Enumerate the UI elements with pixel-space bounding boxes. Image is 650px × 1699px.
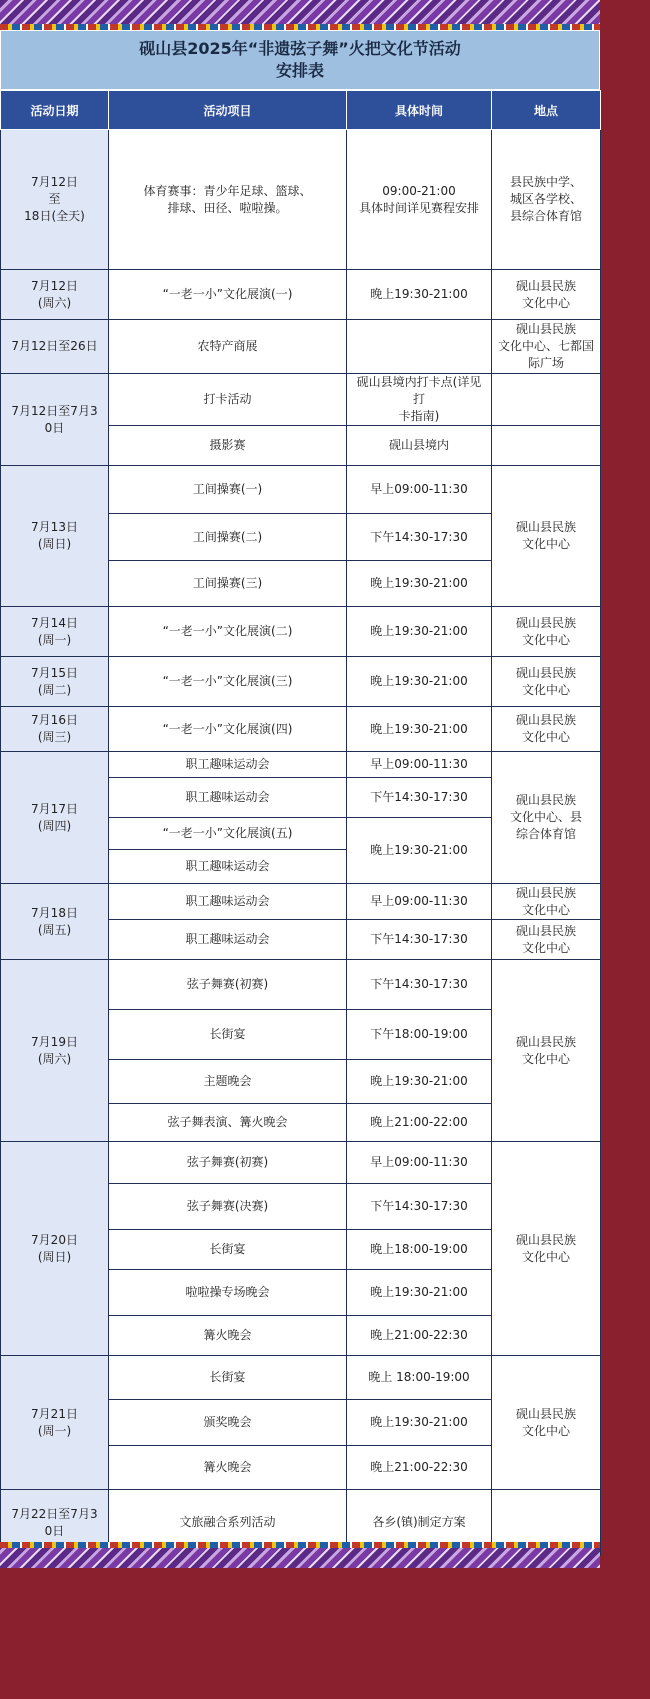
item-cell: 弦子舞赛(初赛) [109,1142,347,1184]
date-cell [1,657,109,707]
date-text: 7月22日至7月3 [11,1506,98,1521]
date-text: 7月12日 [31,278,78,293]
place-text: 文化中心 [521,682,570,697]
place-text: 砚山县民族 [515,615,576,630]
table-row [1,752,601,778]
time-cell: 晚上21:00-22:30 [347,1446,492,1490]
date-text: (周一) [37,632,72,647]
place-text: 砚山县民族 [515,520,576,534]
item-text: 排球、田径、啦啦操。 [167,200,288,215]
date-text: 7月14日 [31,615,78,630]
place-text: 砚山县民族 [515,1034,576,1049]
table-row [1,320,601,374]
date-text: (周六) [37,1051,72,1066]
date-text: 7月18日 [31,905,78,920]
place-cell [492,707,601,752]
table-row [1,607,601,657]
place-text: 砚山县民族 [515,322,576,336]
date-text: (周一) [37,1423,72,1438]
date-text: (周二) [37,682,72,697]
item-cell: 职工趣味运动会 [109,884,347,920]
item-cell: 职工趣味运动会 [109,752,347,778]
time-cell: 下午14:30-17:30 [347,1184,492,1230]
time-cell: 早上09:00-11:30 [347,1142,492,1184]
item-cell: 工间操赛(三) [109,561,347,607]
time-cell: 晚上19:30-21:00 [347,1060,492,1104]
date-text: (周六) [37,295,72,310]
place-cell [492,960,601,1142]
item-cell: 职工趣味运动会 [109,850,347,884]
place-text: 文化中心 [521,632,570,647]
place-text: 砚山县民族 [515,278,576,293]
time-cell: 下午14:30-17:30 [347,514,492,561]
title-line-1: 砚山县2025年“非遗弦子舞”火把文化节活动 [139,39,461,58]
time-cell: 晚上19:30-21:00 [347,270,492,320]
place-text: 文化中心 [521,537,570,551]
time-cell: 下午14:30-17:30 [347,778,492,818]
table-header-row [1,91,601,130]
time-cell: 晚上19:30-21:00 [347,561,492,607]
date-text: 18日(全天) [24,209,85,223]
table-row [1,130,601,270]
place-text: 综合体育馆 [515,827,576,841]
item-cell: “一老一小”文化展演(二) [109,607,347,657]
date-text: (周五) [37,922,72,937]
place-cell [492,1356,601,1490]
time-cell: 晚上19:30-21:00 [347,707,492,752]
place-cell [492,1142,601,1356]
date-cell [1,707,109,752]
place-cell [492,920,601,960]
date-text: (周三) [37,730,72,744]
place-text: 际广场 [527,356,564,370]
time-text: 09:00-21:00 [382,183,456,198]
table-row [1,466,601,514]
place-text: 砚山县民族 [515,1406,576,1421]
item-cell: 长街宴 [109,1356,347,1400]
item-cell: 长街宴 [109,1230,347,1270]
time-cell: 晚上19:30-21:00 [347,818,492,884]
time-cell: 晚上19:30-21:00 [347,607,492,657]
time-text: 具体时间详见赛程安排 [358,200,479,215]
item-cell: 长街宴 [109,1010,347,1060]
item-cell: 主题晚会 [109,1060,347,1104]
place-text: 县民族中学、 [509,175,582,189]
item-cell: 弦子舞赛(初赛) [109,960,347,1010]
item-cell: 打卡活动 [109,374,347,426]
time-cell: 砚山县境内 [347,426,492,466]
place-text: 文化中心 [521,1051,570,1066]
place-text: 砚山县民族 [515,1232,576,1247]
time-cell: 晚上19:30-21:00 [347,657,492,707]
place-text: 县综合体育馆 [509,209,582,223]
time-cell: 晚上18:00-19:00 [347,1230,492,1270]
date-text: 0日 [44,1523,65,1538]
time-text: 砚山县境内打卡点(详见打 [356,375,482,406]
time-cell: 下午14:30-17:30 [347,920,492,960]
item-cell: “一老一小”文化展演(一) [109,270,347,320]
header-date: 活动日期 [1,91,109,130]
date-text: (周四) [37,818,72,833]
place-cell [492,607,601,657]
time-cell: 下午18:00-19:00 [347,1010,492,1060]
item-cell: 颁奖晚会 [109,1400,347,1446]
place-text: 文化中心、县 [509,810,582,824]
item-cell: 农特产商展 [109,320,347,374]
item-cell: 工间操赛(二) [109,514,347,561]
item-cell: 弦子舞赛(决赛) [109,1184,347,1230]
date-text: 7月20日 [31,1232,78,1247]
item-cell: 职工趣味运动会 [109,778,347,818]
item-cell: “一老一小”文化展演(五) [109,818,347,850]
time-cell: 各乡(镇)制定方案 [347,1490,492,1556]
date-text: (周日) [37,537,72,551]
header-place: 地点 [492,91,601,130]
table-row [1,707,601,752]
header-time: 具体时间 [347,91,492,130]
table-row [1,270,601,320]
place-text: 文化中心 [521,730,570,744]
place-text: 砚山县民族 [515,885,576,900]
item-cell: “一老一小”文化展演(四) [109,707,347,752]
date-text: 0日 [44,420,65,435]
place-cell [492,374,601,426]
date-text: 7月17日 [31,801,78,816]
time-cell: 早上09:00-11:30 [347,466,492,514]
place-text: 城区各学校、 [509,192,582,206]
time-cell [347,374,492,426]
place-text: 砚山县民族 [515,713,576,727]
item-cell: “一老一小”文化展演(三) [109,657,347,707]
place-cell [492,657,601,707]
date-cell [1,884,109,960]
place-cell [492,884,601,920]
place-cell [492,130,601,270]
time-cell: 晚上21:00-22:00 [347,1104,492,1142]
date-cell [1,374,109,466]
place-text: 砚山县民族 [515,923,576,938]
table-row [1,1356,601,1400]
place-text: 文化中心 [521,902,570,917]
decorative-border-bottom [0,1542,600,1568]
date-cell [1,130,109,270]
item-cell [109,130,347,270]
time-cell [347,130,492,270]
date-text: 7月13日 [31,520,78,534]
page-title [0,30,600,90]
date-text: 7月15日 [31,665,78,680]
table-row [1,960,601,1010]
item-cell: 职工趣味运动会 [109,920,347,960]
place-text: 文化中心 [521,940,570,955]
place-text: 砚山县民族 [515,665,576,680]
item-cell: 啦啦操专场晚会 [109,1270,347,1316]
item-text: 体育赛事：青少年足球、篮球、 [143,183,312,198]
time-cell: 晚上21:00-22:30 [347,1316,492,1356]
place-cell [492,270,601,320]
time-cell: 早上09:00-11:30 [347,752,492,778]
item-cell: 弦子舞表演、篝火晚会 [109,1104,347,1142]
time-cell: 下午14:30-17:30 [347,960,492,1010]
time-text: 卡指南) [398,409,440,423]
time-cell [347,320,492,374]
schedule-table [0,90,601,1556]
place-cell [492,320,601,374]
time-cell: 晚上19:30-21:00 [347,1400,492,1446]
time-cell: 晚上 18:00-19:00 [347,1356,492,1400]
decorative-border-top [0,0,600,30]
date-text: 7月19日 [31,1034,78,1049]
time-cell: 早上09:00-11:30 [347,884,492,920]
time-cell: 晚上19:30-21:00 [347,1270,492,1316]
date-cell: 7月12日至26日 [1,320,109,374]
date-cell [1,270,109,320]
date-cell [1,960,109,1142]
item-cell: 篝火晚会 [109,1446,347,1490]
date-text: 至 [48,192,61,206]
header-item: 活动项目 [109,91,347,130]
table-row [1,1142,601,1184]
date-text: 7月16日 [31,713,78,727]
place-cell [492,426,601,466]
place-cell [492,466,601,607]
item-cell: 篝火晚会 [109,1316,347,1356]
item-cell: 文旅融合系列活动 [109,1490,347,1556]
date-text: (周日) [37,1249,72,1264]
table-row [1,657,601,707]
title-line-2: 安排表 [275,61,324,80]
place-text: 文化中心、七都国 [497,339,594,353]
place-text: 砚山县民族 [515,793,576,807]
place-text: 文化中心 [521,1423,570,1438]
date-cell [1,752,109,884]
place-cell [492,752,601,884]
place-text: 文化中心 [521,1249,570,1264]
date-cell [1,607,109,657]
item-cell: 摄影赛 [109,426,347,466]
schedule-sheet [0,30,600,1542]
date-text: 7月12日 [31,175,78,189]
date-text: 7月12日至7月3 [11,403,98,418]
date-text: 7月21日 [31,1406,78,1421]
table-row [1,374,601,426]
item-cell: 工间操赛(一) [109,466,347,514]
date-cell [1,1356,109,1490]
place-text: 文化中心 [521,295,570,310]
date-cell [1,1142,109,1356]
date-cell [1,466,109,607]
table-row [1,884,601,920]
